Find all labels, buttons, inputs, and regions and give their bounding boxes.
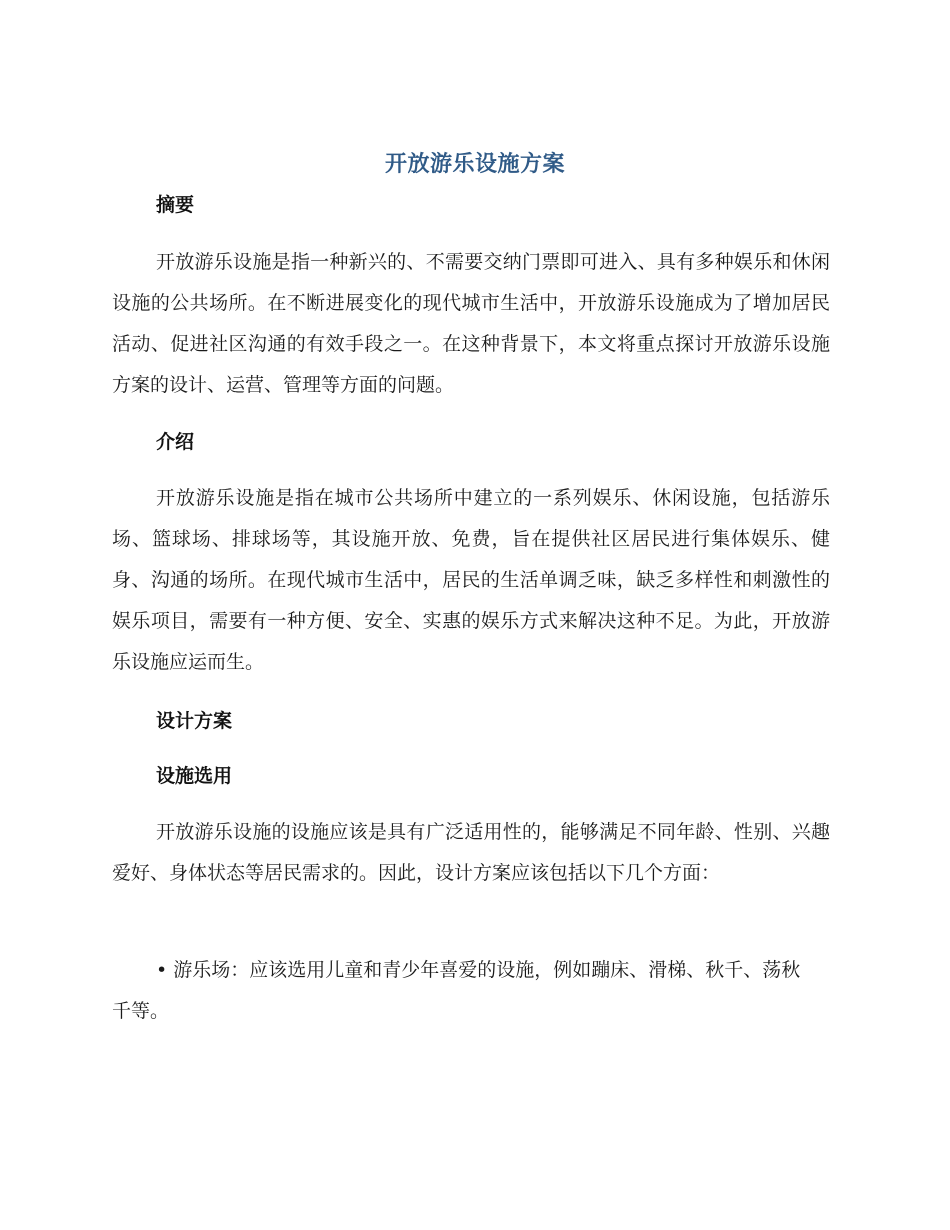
intro-paragraph: 开放游乐设施是指在城市公共场所中建立的一系列娱乐、休闲设施，包括游乐场、篮球场、排球场等，其设施开放、免费，旨在提供社区居民进行集体娱乐、健身、沟通的场所。在现代城市生活中，居民的生活单调乏味，缺乏多样性和刺激性的娱乐项目，需要有一种方便、安全、实惠的娱乐方式来解决这种不足。为此，开放游乐设施应运而生。 [112,487,830,673]
section-heading-intro: 介绍 [156,431,195,453]
selection-paragraph: 开放游乐设施的设施应该是具有广泛适用性的，能够满足不同年龄、性别、兴趣爱好、身体状态等居民需求的。因此，设计方案应该包括以下几个方面： [112,821,830,884]
section-heading-abstract: 摘要 [156,194,195,216]
section-heading-selection: 设施选用 [156,765,233,787]
document-title: 开放游乐设施方案 [384,151,565,177]
section-heading-design: 设计方案 [156,710,233,732]
abstract-paragraph: 开放游乐设施是指一种新兴的、不需要交纳门票即可进入、具有多种娱乐和休闲设施的公共场所。在不断进展变化的现代城市生活中，开放游乐设施成为了增加居民活动、促进社区沟通的有效手段之一。在这种背景下，本文将重点探讨开放游乐设施方案的设计、运营、管理等方面的问题。 [112,251,830,396]
bullet-item-playground: • 游乐场：应该选用儿童和青少年喜爱的设施，例如蹦床、滑梯、秋千、荡秋千等。 [112,959,801,1022]
